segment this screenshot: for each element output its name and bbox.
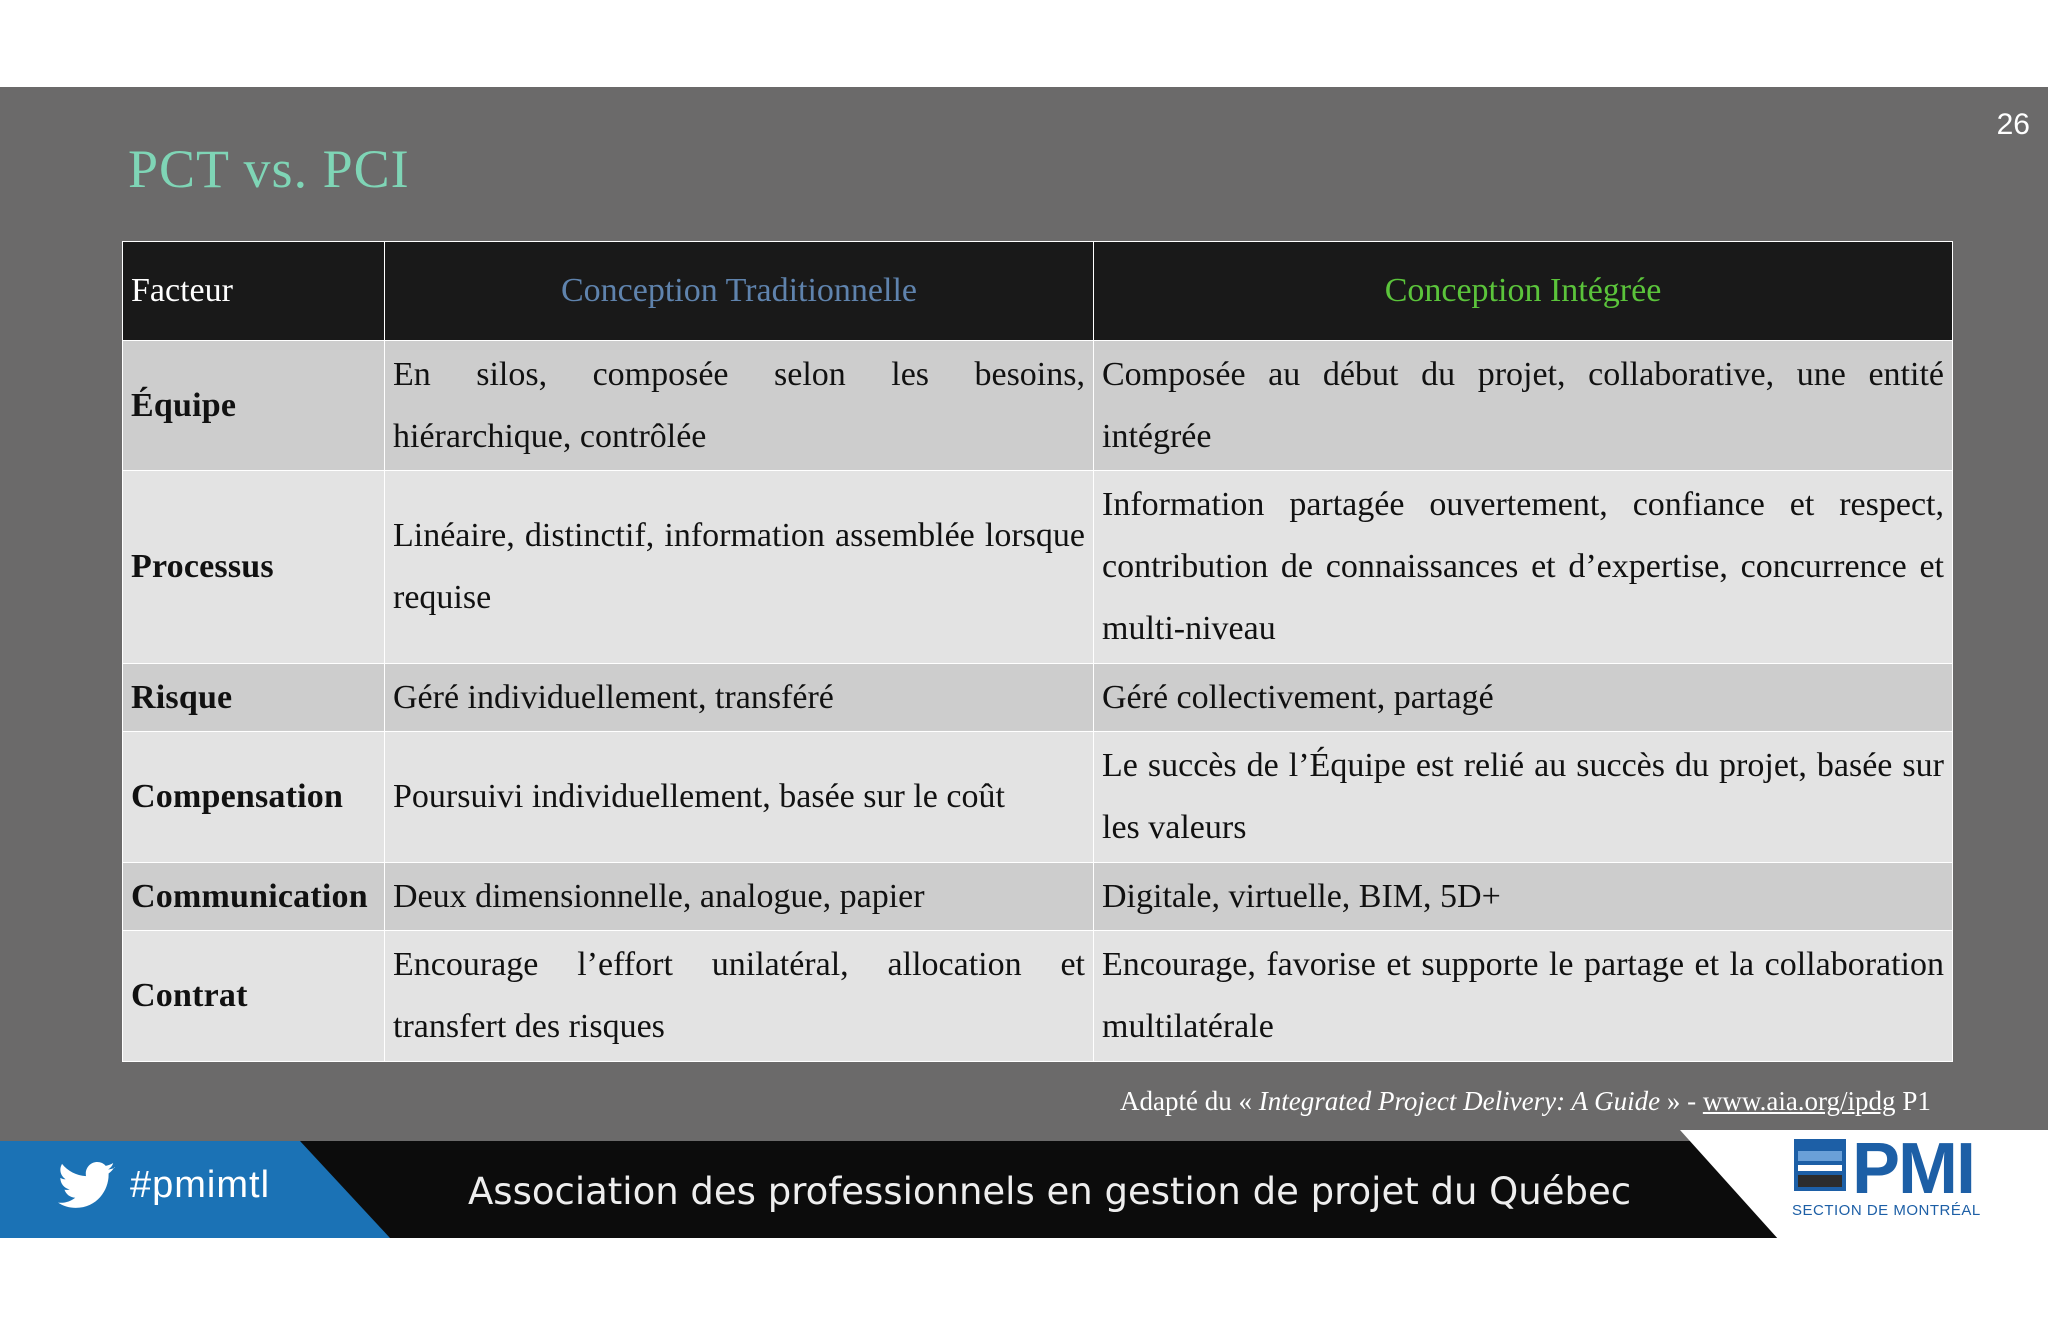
source-prefix: Adapté du « [1120,1086,1252,1116]
integrated-cell: Digitale, virtuelle, BIM, 5D+ [1094,863,1953,931]
slide-title: PCT vs. PCI [128,139,410,199]
source-link[interactable]: www.aia.org/ipdg [1702,1086,1896,1116]
source-middle: » - [1666,1086,1703,1116]
integrated-cell: Géré collectivement, partagé [1094,664,1953,732]
traditional-cell: Linéaire, distinctif, information assemblée lorsque requise [385,471,1094,664]
source-title: Integrated Project Delivery: A Guide [1258,1086,1661,1116]
twitter-hashtag[interactable]: #pmimtl [130,1164,271,1206]
twitter-bird-icon [58,1162,116,1210]
comparison-table [122,241,1953,1062]
factor-cell: Processus [123,471,385,664]
header-traditional: Conception Traditionnelle [385,242,1094,341]
factor-cell: Contrat [123,931,385,1062]
factor-cell: Communication [123,863,385,931]
integrated-cell: Encourage, favorise et supporte le partage et la collaboration multilatérale [1094,931,1953,1062]
pmi-logo-text: PMI [1852,1129,1975,1209]
integrated-cell: Composée au début du projet, collaborative, une entité intégrée [1094,341,1953,471]
traditional-cell: Encourage l’effort unilatéral, allocation et transfert des risques [385,931,1094,1062]
traditional-cell: Deux dimensionnelle, analogue, papier [385,863,1094,931]
integrated-cell: Le succès de l’Équipe est relié au succès du projet, basée sur les valeurs [1094,732,1953,863]
header-factor: Facteur [123,242,385,341]
pmi-logo-subtitle: SECTION DE MONTRÉAL [1792,1202,1981,1219]
integrated-cell: Information partagée ouvertement, confiance et respect, contribution de connaissances et d’expertise, concurrence et multi-niveau [1094,471,1953,664]
pmi-logo-emblem [1792,1137,1848,1193]
association-name: Association des professionnels en gestion de projet du Québec [468,1170,1632,1213]
table-row [123,471,1953,664]
table-row [123,664,1953,732]
table-row [123,341,1953,471]
traditional-cell: Géré individuellement, transféré [385,664,1094,732]
source-citation [1120,1086,1970,1117]
traditional-cell: En silos, composée selon les besoins, hiérarchique, contrôlée [385,341,1094,471]
page-number: 26 [1996,108,2030,141]
traditional-cell: Poursuivi individuellement, basée sur le coût [385,732,1094,863]
source-suffix: P1 [1895,1086,1931,1116]
factor-cell: Compensation [123,732,385,863]
factor-cell: Risque [123,664,385,732]
table-header-row [123,242,1953,341]
table-row [123,732,1953,863]
table-row [123,931,1953,1062]
header-integrated: Conception Intégrée [1094,242,1953,341]
table-row [123,863,1953,931]
factor-cell: Équipe [123,341,385,471]
